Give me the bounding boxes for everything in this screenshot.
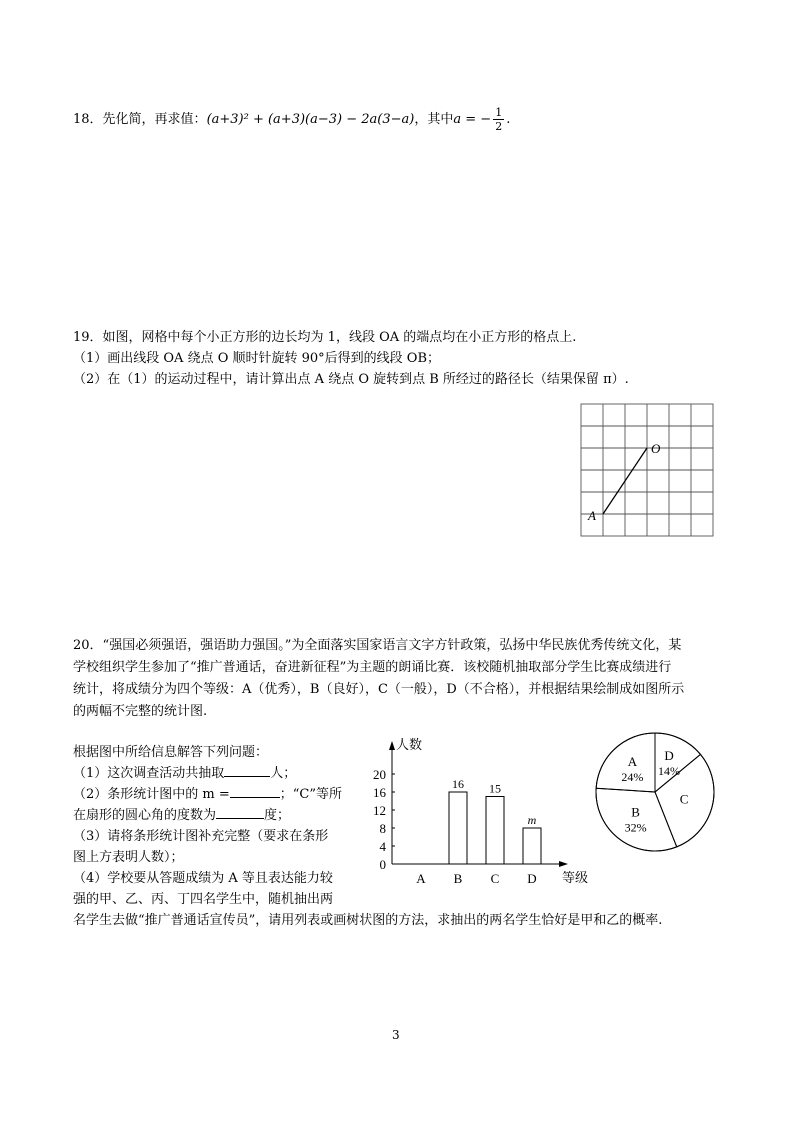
pie-label-B: B [631,804,640,820]
answer-blank-m[interactable] [230,797,280,798]
q19-stem: 如图，网格中每个小正方形的边长均为 1，线段 OA 的端点均在小正方形的格点上. [102,330,577,345]
q20-part1 [73,764,296,784]
q18-fraction-den: 2 [495,120,503,133]
q20-intro2: 学校组织学生参加了“推广普通话，奋进新征程”为主题的朗诵比赛．该校随机抽取部分学生比赛成绩进行 [73,660,672,675]
answer-blank-total[interactable] [224,776,270,777]
y-axis-arrow-icon [389,741,395,750]
q20-part4c: 名学生去做“推广普通话宣传员”，请用列表或画树状图的方法，求抽出的两名学生恰好是甲和乙的概率. [73,913,663,928]
pie-percent-B: 32% [624,820,647,835]
q19-grid-figure [574,400,724,542]
q20-part2 [73,785,342,805]
grid-lines [581,404,713,536]
bar-D [523,828,541,864]
answer-blank-angle[interactable] [216,818,264,819]
q19-line1 [73,328,576,348]
bar-chart-ylabel: 人数 [396,737,423,752]
q19-part2: （2）在（1）的运动过程中，请计算出点 A 绕点 O 旋转到点 B 所经过的路径长（结果保留 π）. [73,372,629,387]
label-A: A [588,508,596,523]
q20-intro4: 的两幅不完整的统计图. [73,704,208,719]
q18-variable: a [453,112,462,127]
q20-intro3: 统计，将成绩分为四个等级：A（优秀），B（良好），C（一般），D（不合格），并根据结果绘制成如图所示 [73,682,685,697]
q20-part2-b: ；“C”等所 [279,787,343,802]
page-number: 3 [392,1028,400,1042]
q20-intro1 [73,636,681,656]
q18-prompt: 先化简，再求值： [102,112,207,127]
x-tick-label-C: C [490,871,500,886]
bar-label-C: 15 [489,781,501,796]
y-tick-label-4: 4 [379,839,386,854]
q19-part1: （1）画出线段 OA 绕点 O 顺时针旋转 90°后得到的线段 OB； [73,351,441,366]
bar-B [449,792,467,864]
q18-end: . [506,112,511,127]
q20-part2-cont [73,806,290,826]
bar-chart-xlabel: 等级 [562,870,589,885]
pie-label-D: D [664,748,674,764]
bar-chart [362,728,598,888]
q18-number: 18． [73,112,103,127]
q20-part1-a: （1）这次调查活动共抽取 [73,766,225,781]
pie-label-C: C [679,791,689,807]
pie-percent-D: 14% [658,764,681,779]
label-O: O [651,441,661,456]
bar-label-D: m [527,813,537,827]
q20-part3a: （3）请将条形统计图补充完整（要求在条形 [73,829,329,844]
bar-label-B: 16 [452,777,464,791]
pie-percent-A: 24% [621,769,644,784]
y-tick-label-16: 16 [373,785,386,800]
pie-label-A: A [627,753,638,769]
q20-part2-c: 在扇形的圆心角的度数为 [73,808,217,823]
x-axis-arrow-icon [559,861,568,867]
q20-part3b: 图上方表明人数）； [73,850,184,865]
q20-part2-a: （2）条形统计图中的 m = [73,787,230,802]
q20-part2-d: 度； [264,808,291,823]
x-tick-label-B: B [453,871,463,886]
pie-chart [590,727,720,857]
q18 [73,106,510,133]
bar-C [486,797,504,865]
y-tick-label-8: 8 [379,821,386,836]
pie-slice-D [655,733,700,792]
x-tick-label-D: D [527,871,537,886]
q20-part4a: （4）学校要从答题成绩为 A 等且表达能力较 [73,871,333,886]
y-tick-label-20: 20 [373,767,386,782]
y-tick-label-0: 0 [379,857,386,872]
q18-fraction-num: 1 [495,106,503,119]
q20-part4b: 强的甲、乙、丙、丁四名学生中，随机抽出两 [73,892,334,907]
y-tick-label-12: 12 [373,803,386,818]
q18-condition: ，其中 [414,112,454,127]
q20-number: 20． [73,638,103,653]
q20-part1-b: 人； [270,766,297,781]
q20-intro-text1: “强国必须强语，强语助力强国。”为全面落实国家语言文字方针政策，弘扬中华民族优秀传统文化，某 [102,638,682,653]
q20-lead: 根据图中所给信息解答下列问题： [73,745,269,760]
q19-number: 19． [73,330,103,345]
q18-equals: = − [461,112,492,127]
q18-expression: (a+3)² + (a+3)(a−3) − 2a(3−a) [206,112,415,127]
q18-fraction [493,106,504,133]
x-tick-label-A: A [416,871,426,886]
